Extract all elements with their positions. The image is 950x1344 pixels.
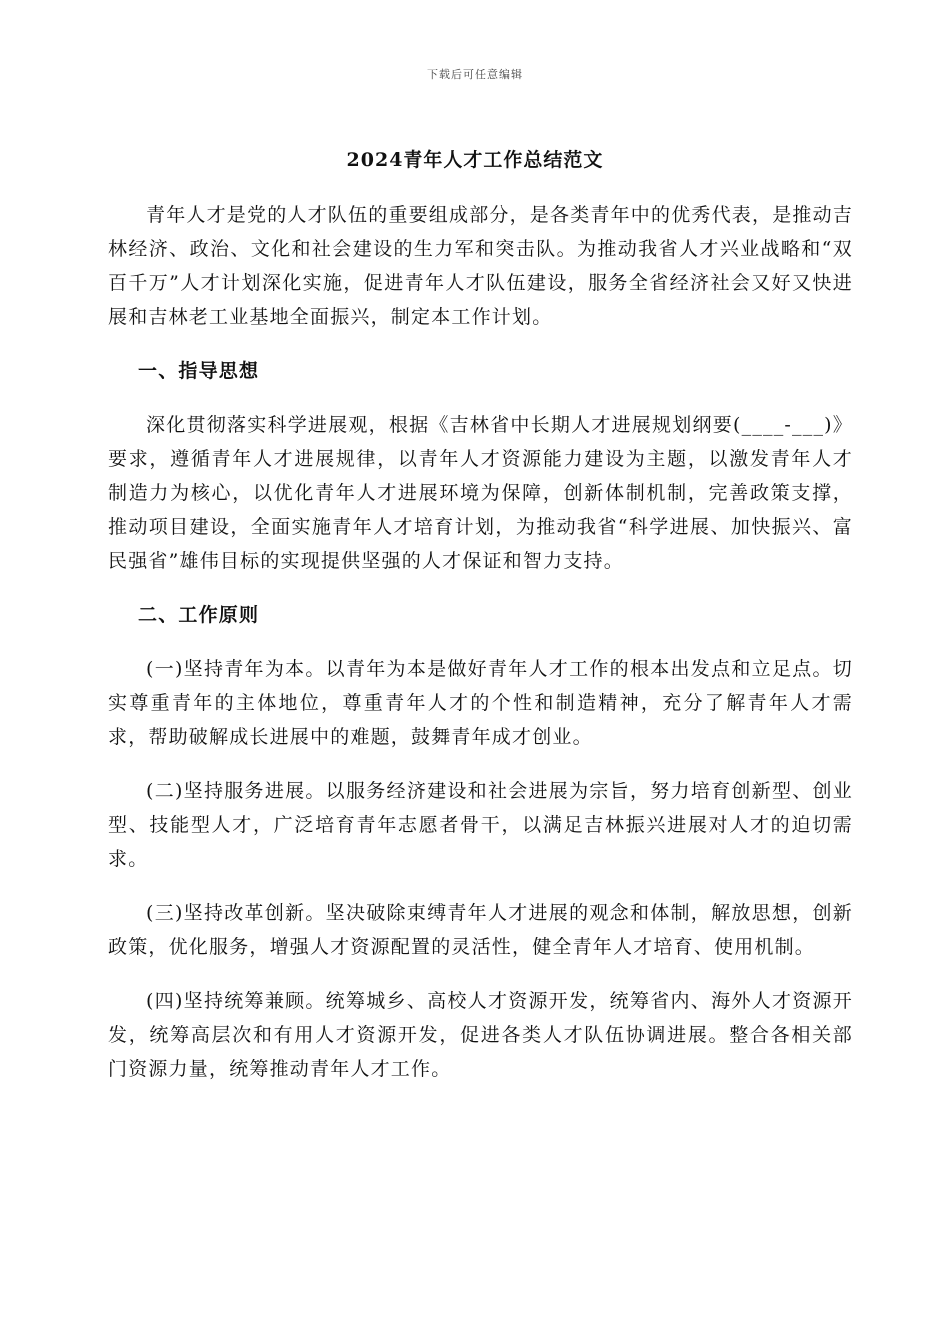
principle-paragraph-2: (二)坚持服务进展。以服务经济建设和社会进展为宗旨，努力培育创新型、创业型、技能型人才，广泛培育青年志愿者骨干，以满足吉林振兴进展对人才的迫切需求。: [108, 780, 853, 870]
guiding-ideology-paragraph: 深化贯彻落实科学进展观，根据《吉林省中长期人才进展规划纲要(____-___)》要求，遵循青年人才进展规律，以青年人才资源能力建设为主题，以激发青年人才制造力为核心，以优化青年人才进展环境为保障，创新体制机制，完善政策支撑，推动项目建设，全面实施青年人才培育计划，为推动我省“科学进展、加快振兴、富民强省”雄伟目标的实现提供坚强的人才保证和智力支持。: [108, 414, 853, 572]
document-title: 2024青年人才工作总结范文: [346, 149, 604, 171]
section-heading-work-principles: 二、工作原则: [138, 604, 260, 626]
section-heading-guiding-ideology: 一、指导思想: [138, 360, 260, 382]
header-note: 下载后可任意编辑: [427, 68, 523, 81]
document-body: [108, 198, 853, 1106]
principle-paragraph-1: (一)坚持青年为本。以青年为本是做好青年人才工作的根本出发点和立足点。切实尊重青年的主体地位，尊重青年人才的个性和制造精神，充分了解青年人才需求，帮助破解成长进展中的难题，鼓舞青年成才创业。: [108, 658, 853, 748]
intro-paragraph: 青年人才是党的人才队伍的重要组成部分，是各类青年中的优秀代表，是推动吉林经济、政治、文化和社会建设的生力军和突击队。为推动我省人才兴业战略和“双百千万”人才计划深化实施，促进青年人才队伍建设，服务全省经济社会又好又快进展和吉林老工业基地全面振兴，制定本工作计划。: [108, 204, 854, 328]
principle-paragraph-3: (三)坚持改革创新。坚决破除束缚青年人才进展的观念和体制，解放思想，创新政策，优化服务，增强人才资源配置的灵活性，健全青年人才培育、使用机制。: [108, 902, 853, 958]
principle-paragraph-4: (四)坚持统筹兼顾。统筹城乡、高校人才资源开发，统筹省内、海外人才资源开发，统筹高层次和有用人才资源开发，促进各类人才队伍协调进展。整合各相关部门资源力量，统筹推动青年人才工作。: [108, 990, 853, 1080]
